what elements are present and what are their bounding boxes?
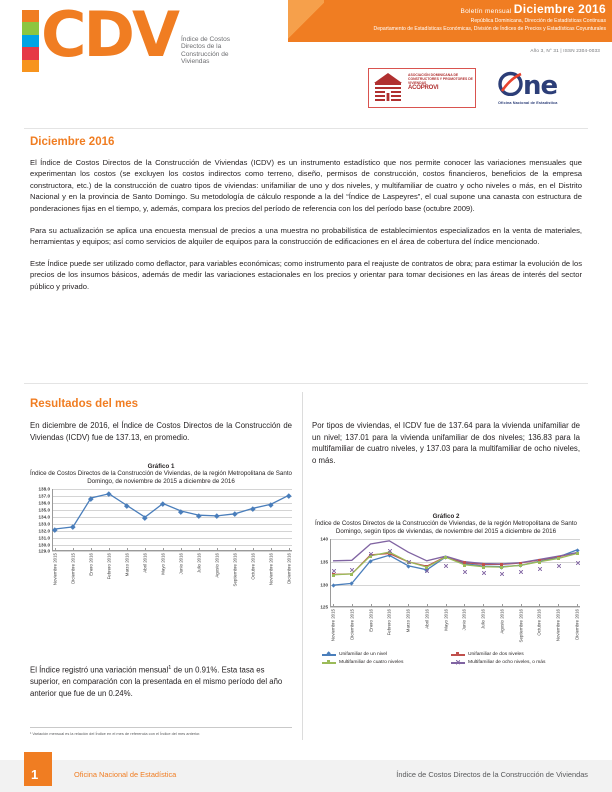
legend-item	[322, 660, 451, 665]
data-point-marker	[500, 566, 503, 569]
legend-label: Multifamiliar de ocho niveles, o más	[468, 660, 546, 666]
logo-color-bar	[22, 10, 39, 72]
chart-xtick-label: Marzo 2016	[124, 553, 130, 577]
chart-xtick-label: Octubre 2016	[250, 553, 256, 581]
acoprovi-fulltext	[407, 69, 475, 107]
chart-ytick-label: 134.0	[38, 514, 50, 520]
variation-pre: El Índice registró una variación mensual	[30, 665, 169, 675]
variation-text	[30, 663, 292, 699]
data-point-marker	[463, 564, 466, 567]
data-point-marker	[538, 558, 541, 561]
legend-swatch	[322, 654, 336, 656]
data-point-marker	[327, 660, 330, 663]
chart-xtick-label: Septiembre 2016	[232, 553, 238, 587]
one-wordmark: ne	[523, 70, 558, 101]
bulletin-month: Diciembre 2016	[513, 2, 606, 16]
chart-ytick-label: 136.0	[38, 500, 50, 506]
logo-letters: CDV	[41, 0, 177, 71]
chart-xtick-label: Diciembre 2016	[286, 553, 292, 585]
data-point-marker	[500, 563, 503, 566]
legend-swatch	[322, 662, 336, 664]
acoprovi-logo	[368, 68, 476, 108]
legend-item	[451, 660, 580, 665]
header-line-2: República Dominicana, Dirección de Estadísticas Continuas	[470, 18, 606, 24]
footnote: ¹ Variación mensual es la relación del Índice en el mes de referencia con el Índice del mes anterior.	[30, 727, 292, 736]
legend-swatch	[451, 654, 465, 656]
data-point-marker	[519, 561, 522, 564]
chart-xtick-label: Julio 2016	[196, 553, 202, 574]
chart-xtick-label: Noviembre 2016	[268, 553, 274, 586]
chart-2-xaxis-labels	[330, 607, 580, 649]
chart-xtick-label: Mayo 2016	[443, 609, 449, 632]
data-point-marker	[519, 564, 522, 567]
acoprovi-building-icon	[371, 71, 405, 105]
chart-ytick-label: 132.0	[38, 528, 50, 534]
chart-2-label: Gráfico 2	[432, 513, 460, 520]
legend-swatch	[451, 662, 465, 664]
data-point-marker	[576, 552, 579, 555]
page-header	[0, 0, 612, 120]
results-title: Resultados del mes	[30, 398, 139, 410]
chart-xtick-label: Noviembre 2016	[555, 609, 561, 642]
chart-xtick-label: Junio 2016	[178, 553, 184, 575]
data-point-marker	[482, 566, 485, 569]
chart-xtick-label: Noviembre 2015	[52, 553, 58, 586]
header-line-3: Departamento de Estadísticas Económicas, División de Índices de Precios y Estadísticas Coyunturales	[373, 25, 606, 32]
footer-right-text: Índice de Costos Directos de la Construcción de Viviendas	[396, 770, 588, 779]
legend-item	[322, 652, 451, 657]
data-point-marker	[369, 543, 372, 546]
data-point-marker	[350, 559, 353, 562]
results-divider	[24, 383, 588, 384]
legend-label: Multifamiliar de cuatro niveles	[339, 660, 404, 666]
chart-ytick-label: 130	[320, 582, 328, 588]
data-point-marker	[425, 560, 428, 563]
header-band-text	[300, 3, 606, 33]
chart-xtick-label: Agosto 2016	[499, 609, 505, 635]
chart-ytick-label: 137.0	[38, 493, 50, 499]
logo-subtitle: Índice de Costos Directos de la Construcción de Viviendas	[180, 36, 231, 66]
bulletin-prefix: Boletín mensual	[460, 8, 512, 15]
header-divider	[24, 128, 588, 129]
chart-xtick-label: Diciembre 2015	[70, 553, 76, 585]
data-point-marker	[332, 560, 335, 563]
chart-2-plot	[320, 536, 580, 610]
chart-xtick-label: Mayo 2016	[160, 553, 166, 576]
chart-xtick-label: Diciembre 2015	[349, 609, 355, 641]
chart-ytick-label: 131.0	[38, 535, 50, 541]
chart-1	[30, 463, 292, 596]
results-left-column	[30, 420, 292, 443]
chart-2	[312, 513, 580, 668]
chart-ytick-label: 138.0	[38, 486, 50, 492]
chart-1-title: Índice de Costos Directos de la Construcción de Viviendas, de la región Metropolitana de Santo Domingo, de noviembre de 2015 a diciembre de 2016	[30, 470, 292, 486]
column-separator	[302, 392, 303, 740]
chart-xtick-label: Julio 2016	[480, 609, 486, 630]
legend-label: Unifamiliar de dos niveles	[468, 652, 524, 658]
chart-ytick-label: 135.0	[38, 507, 50, 513]
chart-xtick-label: Noviembre 2015	[330, 609, 336, 642]
data-point-marker	[557, 555, 560, 558]
data-point-marker	[407, 551, 410, 554]
variation-post: de un 0.91%. Esta tasa es superior, en comparación con la presentada en el mismo período del año anterior que fue de un 0.24%.	[30, 665, 283, 698]
intro-section	[30, 136, 582, 303]
chart-xtick-label: Febrero 2016	[106, 553, 112, 580]
chart-xtick-label: Enero 2016	[88, 553, 94, 577]
footer-left-text: Oficina Nacional de Estadística	[74, 770, 177, 779]
one-o-glyph	[498, 70, 523, 101]
page-number: 1	[24, 752, 52, 786]
data-point-marker	[332, 574, 335, 577]
results-right-column	[312, 420, 580, 466]
data-point-marker	[482, 562, 485, 565]
data-point-marker	[388, 540, 391, 543]
intro-paragraph-1: El Índice de Costos Directos de la Construcción de Viviendas (ICDV) es un instrumento estadístico que nos permite conocer las variaciones mensuales que experimentan los costos (se excluyen los costos indirectos como terreno, diseño, permisos de construcción, costos financieros, beneficios de la empresa constructora, etc.) de la construcción de cuatro tipos de viviendas: unifamiliar de uno y dos niveles, y multifamiliar de cuatro y ocho niveles o más, en el Distrito Nacional y en la provincia de Santo Domingo. Su metodología de cálculo responde a la del “Índice de Laspeyres”, el cual supone una canasta con estructura de ponderaciones fijas en el tiempo, y, además, compara los precios del período de referencia con los del período base (octubre 2009).	[30, 158, 582, 213]
intro-paragraph-3: Este Índice puede ser utilizado como deflactor, para variables económicas; como instrumento para el reajuste de contratos de obra; para estimar la evolución de los precios de los insumos básicos, además de medir las variaciones estacionales en los precios y orientar para tomar decisiones en las áreas de interés del sector público y privado.	[30, 258, 582, 291]
data-point-marker	[326, 652, 331, 657]
chart-xtick-label: Agosto 2016	[214, 553, 220, 579]
chart-xtick-label: Septiembre 2016	[518, 609, 524, 643]
one-subtitle: Oficina Nacional de Estadística	[498, 101, 558, 105]
chart-ytick-label: 129.0	[38, 548, 50, 554]
chart-1-xaxis-labels	[52, 551, 292, 596]
chart-2-title: Índice de Costos Directos de la Construcción de Viviendas, de la región Metropolitana de Santo Domingo, según tipos de viviendas, de noviembre del 2015 a diciembre de 2016	[315, 520, 577, 536]
data-point-marker	[456, 652, 459, 655]
chart-ytick-label: 133.0	[38, 521, 50, 527]
chart-ytick-label: 125	[320, 604, 328, 610]
chart-ytick-label: 135	[320, 559, 328, 565]
legend-label: Unifamiliar de un nivel	[339, 652, 388, 658]
chart-2-legend	[322, 652, 580, 668]
results-left-text: En diciembre de 2016, el Índice de Costos Directos de la Construcción de Viviendas (ICDV) fue de 137.13, en promedio.	[30, 421, 292, 442]
chart-ytick-label: 130.0	[38, 542, 50, 548]
chart-1-plot	[38, 486, 292, 554]
acoprovi-text: ASOCIACIÓN DOMINICANA DE CONSTRUCTORES Y PROMOTORES DE VIVIENDAS	[408, 73, 473, 86]
chart-xtick-label: Octubre 2016	[536, 609, 542, 637]
one-logo	[498, 70, 582, 104]
bulletin-title-line	[300, 3, 606, 18]
results-right-text: Por tipos de viviendas, el ICDV fue de 137.64 para la vivienda unifamiliar de un nivel; 137.01 para la vivienda unifamiliar de dos niveles; 136.83 para la multifamiliar de cuatro niveles, y 137.03 para la multifamiliar de ocho niveles, o más.	[312, 421, 580, 465]
partner-logos	[330, 68, 580, 108]
issn-text: Año 3, N° 31 | ISSN 2304-0033	[530, 48, 600, 53]
chart-xtick-label: Abril 2016	[142, 553, 148, 574]
data-point-marker	[350, 573, 353, 576]
data-point-marker	[456, 660, 459, 663]
intro-title: Diciembre 2016	[30, 136, 115, 148]
chart-series-paths	[330, 539, 580, 607]
chart-1-label: Gráfico 1	[147, 463, 175, 470]
intro-paragraph-2: Para su actualización se aplica una encuesta mensual de precios a una muestra no probabilística de establecimientos especializados en la venta de materiales, herramientas y equipos; así como servicios de alquiler de equipos para la construcción de edificaciones en el área de cobertura del índice mencionado.	[30, 225, 582, 246]
chart-xtick-label: Abril 2016	[424, 609, 430, 630]
chart-xtick-label: Diciembre 2016	[574, 609, 580, 641]
variation-footnote-marker: 1	[168, 665, 172, 671]
legend-item	[451, 652, 580, 657]
data-point-marker	[444, 555, 447, 558]
chart-xtick-label: Febrero 2016	[386, 609, 392, 636]
acoprovi-brand: ACOPROVI	[408, 84, 439, 91]
chart-ytick-label: 140	[320, 536, 328, 542]
chart-xtick-label: Marzo 2016	[405, 609, 411, 633]
chart-xtick-label: Junio 2016	[461, 609, 467, 631]
data-point-marker	[463, 561, 466, 564]
chart-xtick-label: Enero 2016	[368, 609, 374, 633]
icdv-logo	[22, 0, 245, 72]
